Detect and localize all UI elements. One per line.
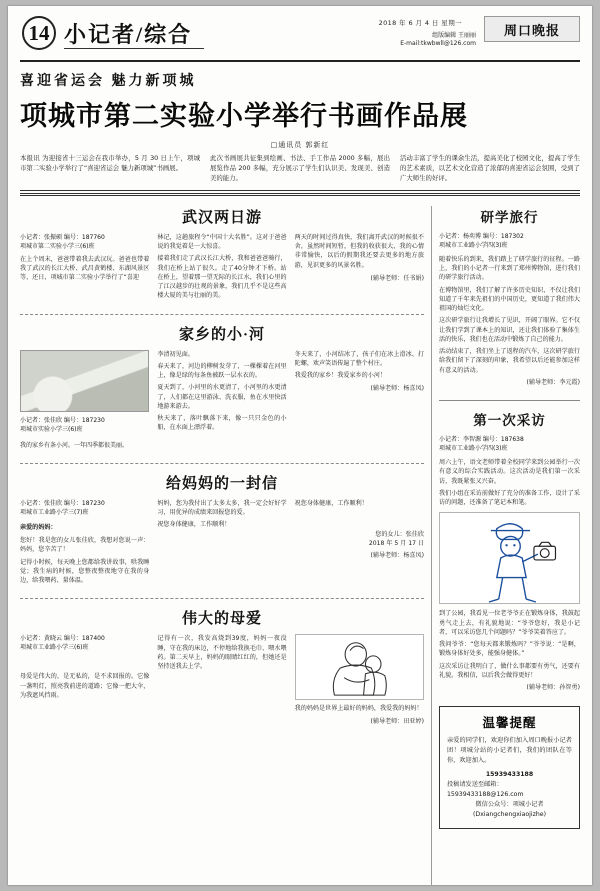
article-credit: (辅导老师：杨喜凤) bbox=[370, 552, 424, 560]
lead-body bbox=[20, 154, 580, 184]
reporter-school: 项城市第二实验小学三(6)班 bbox=[20, 242, 95, 250]
article-paragraph: 秋天来了，落叶飘落下来，像一只只金色的小船，在水面上漂浮着。 bbox=[157, 415, 287, 432]
article-paragraph: 李清初见面。 bbox=[157, 350, 194, 358]
rule bbox=[20, 463, 424, 464]
article-paragraph: 我爱我的家乡！我爱家乡的小河！ bbox=[294, 372, 387, 380]
tip-box-phone: 15939433188 bbox=[485, 771, 534, 779]
article-paragraph: 妈妈，您为我付出了太多太多，我一定会好好学习，用优异的成绩来回报您的爱。 bbox=[157, 499, 287, 517]
reporter-meta bbox=[20, 499, 149, 517]
article-paragraph: 我问爷爷：“您每天都来锻炼吗？”爷爷说：“是啊，锻炼身体好处多，能强身健体。” bbox=[439, 641, 580, 658]
article-title: 家乡的小·河 bbox=[178, 326, 265, 343]
article-paragraph: 您好！我是您的女儿张佳欣，我想对您说一声：妈妈，您辛苦了！ bbox=[20, 537, 150, 554]
lead-kicker: 喜迎省运会 魅力新项城 bbox=[20, 74, 197, 89]
rule bbox=[20, 193, 580, 196]
article-paragraph: 周六上午，语文老师带着全校同学来到公园举行一次有意义的综合实践活动。这次活动是我们第一次采访，我既紧张又兴奋。 bbox=[439, 459, 580, 485]
article-paragraph: 春天来了，河边的柳树发芽了，一棵棵着在河里上，像是绿的每条鱼被跃一层水衣的。 bbox=[157, 362, 287, 380]
newspaper-logo bbox=[484, 16, 580, 42]
article-paragraph: 这次采访让我明白了，做什么事都要有勇气，还要有礼貌。我相信，以后我会做得更好！ bbox=[439, 662, 580, 679]
email-credit: E-mail:tkwbwll@126.com bbox=[400, 40, 476, 47]
tip-box-line: 微信公众号：项城小记者 bbox=[475, 800, 544, 808]
article-wuhan bbox=[20, 206, 424, 307]
article-title: 给妈妈的一封信 bbox=[165, 475, 278, 492]
lead-headline: 项城市第二实验小学举行书画作品展 bbox=[20, 101, 468, 131]
letter-signoff-date: 2018 年 5 月 17 日 bbox=[368, 540, 424, 548]
article-paragraph: 两天的时间过得真快，我们离开武汉的时候很不舍，虽然时间短暂，但我的收获很大，我的心情非常愉快，以后的假期我还要去更多的地方旅游，见识更多的风景名胜。 bbox=[294, 233, 424, 269]
article-paragraph: 林记，这趟旅程令“中国十大名胜”。这对于爸爸说的我觉着是一大惊喜。 bbox=[157, 233, 287, 251]
article-paragraph: 随着快乐的到来，我们踏上了研学旅行的征程。一路上，我们的小记者一行来到了郑州博物馆，进行我们的研学旅行活动。 bbox=[439, 255, 580, 282]
lead-paragraph: 本报讯 为迎接省十三运会在我市举办，5 月 30 日上午，项城市第二实验小学举行了“喜迎省运会 魅力新项城”书画展。 bbox=[20, 154, 200, 172]
page-number: 14 bbox=[22, 16, 56, 50]
article-title: 研学旅行 bbox=[480, 209, 539, 225]
reporter-meta bbox=[20, 634, 149, 652]
article-paragraph: 祝您身体健康，工作顺利！ bbox=[157, 521, 231, 529]
reporter-meta bbox=[439, 232, 580, 250]
reporter-meta bbox=[20, 233, 149, 251]
masthead bbox=[20, 14, 580, 62]
section-title: 小记者/综合 bbox=[64, 22, 193, 47]
section-rule bbox=[64, 48, 204, 49]
reporter-id: 小记者：杨奕博 编号：187302 bbox=[439, 232, 524, 240]
article-paragraph: 母爱是伟大的，是无私的，是不求回报的。它像一盏明灯，照亮我前进的道路；它像一把大伞，为我遮风挡雨。 bbox=[20, 673, 150, 699]
article-credit: (辅导老师：李元霞) bbox=[526, 378, 580, 386]
letter-signoff-name: 您的女儿：张佳欣 bbox=[375, 531, 424, 539]
reporter-school: 项城市实验小学三(6)班 bbox=[20, 425, 83, 433]
article-paragraph: 在上个周末，爸爸带着我去武汉玩。爸爸也带着我了武汉的长江大桥、武昌黄鹤楼、东湖风景区等，还日，项城市第二实验小学举行了“喜迎 bbox=[20, 255, 150, 282]
article-xiaohe bbox=[20, 323, 424, 456]
article-credit: (辅导老师：任书娟) bbox=[370, 274, 424, 282]
young-reporter-illustration bbox=[439, 512, 580, 604]
rule bbox=[20, 190, 580, 191]
article-paragraph: 这次研学旅行让我增长了见识，开阔了眼界。它不仅让我们学到了课本上的知识，还让我们体验了集体生活的快乐，我们也在活动中锻炼了自己的能力。 bbox=[439, 317, 580, 343]
photo-caption: 我的家乡有条小河。一年四季都很美丽。 bbox=[20, 441, 129, 449]
letter-salutation: 亲爱的妈妈： bbox=[20, 523, 57, 531]
reporter-meta bbox=[439, 435, 580, 453]
article-title: 第一次采访 bbox=[473, 413, 546, 429]
article-caifang bbox=[439, 409, 580, 698]
article-paragraph: 夏天到了，小河里的水更清了，小河里的水更清了，人们都在这里游泳、洗衣服，鱼在水里快活地游来游去。 bbox=[157, 384, 287, 410]
article-paragraph: 冬天来了，小河结冰了，孩子们在冰上滑冰、打陀螺，欢声笑语传遍了整个村庄。 bbox=[294, 350, 424, 367]
issue-date: 2018 年 6 月 4 日 星期一 bbox=[378, 19, 462, 27]
reporter-id: 小记者：张佳欣 编号：187230 bbox=[20, 499, 105, 507]
article-credit: (辅导老师：孙智勇) bbox=[526, 684, 580, 692]
article-title: 伟大的母爱 bbox=[181, 611, 262, 628]
tip-box bbox=[439, 706, 580, 828]
article-paragraph: 我的妈妈是世界上最好的妈妈，我爱我的妈妈！ bbox=[294, 705, 423, 713]
editor-credit: 组版编辑 王丽丽 bbox=[432, 32, 476, 39]
rule bbox=[20, 314, 424, 315]
reporter-id: 小记者：张振硕 编号：187760 bbox=[20, 233, 105, 241]
river-landscape-photo bbox=[20, 350, 149, 412]
article-muai bbox=[20, 607, 424, 732]
tip-box-paragraph: 亲爱的同学们，欢迎你们加入周口晚报小记者团！项城分站的小记者们，我们的团队在等你，欢迎加入。 bbox=[447, 737, 572, 765]
article-paragraph: 在博物馆里，我们了解了许多历史知识，不仅让我们知道了千年来先祖们的中国历史，更知道了我们伟大祖国的灿烂文化。 bbox=[439, 286, 580, 313]
page-body bbox=[20, 206, 580, 885]
article-paragraph: 活动结束了，我们坐上了返程的汽车，这次研学旅行给我们留下了深刻的印象，我希望以后还能参加这样有意义的活动。 bbox=[439, 348, 580, 374]
lead-paragraph: 此次书画展共征集到绘画、书法、手工作品 2000 多幅，展出展览作品 200 多幅，充分展示了学生们认识美、发现美、创造美的能力。 bbox=[210, 154, 390, 182]
article-paragraph: 到了公园，我看见一位老爷爷正在锻炼身体，我鼓起勇气走上去，有礼貌地说：“爷爷您好，我是小记者，可以采访您几个问题吗？”爷爷笑着答应了。 bbox=[439, 610, 580, 636]
article-yanxue bbox=[439, 206, 580, 393]
reporter-meta bbox=[20, 416, 149, 434]
rule bbox=[20, 598, 424, 599]
reporter-school: 项城市工业路小学三(6)班 bbox=[20, 644, 89, 652]
reporter-school: 项城市工业路小学三(7)班 bbox=[20, 508, 89, 516]
lead-paragraph: 活动丰富了学生的课余生活，提高美化了校园文化，提高了学生的艺术素质，以艺术文化营造了浓郁的喜迎省运会氛围，受到了广大师生的好评。 bbox=[400, 154, 580, 182]
newspaper-logo-text: 周口晚报 bbox=[503, 22, 560, 38]
reporter-id: 小记者：李智源 编号：187638 bbox=[439, 436, 524, 444]
lead-byline: □通讯员 郭新红 bbox=[270, 141, 330, 149]
tip-box-line: (Dxiangchengxiaojizhe) bbox=[473, 810, 546, 818]
reporter-school: 项城市工业路小学四(3)班 bbox=[439, 241, 508, 249]
lead-story bbox=[20, 62, 580, 200]
article-paragraph: 我们小组在采访前做好了充分的准备工作，设计了采访的问题，还准备了笔记本和笔。 bbox=[439, 489, 580, 507]
reporter-id: 小记者：黄晓云 编号：187400 bbox=[20, 635, 105, 643]
article-paragraph: 接着我们走了武汉长江大桥，我和爸爸爸骑行，我们在桥上站了很久。走了40分钟才下桥。站在桥上，望着那一望无际的长江水，我们心里的了江汉越步的壮观的景象，我们几乎不是这些高楼大厦的美与壮丽的美。 bbox=[157, 255, 287, 300]
article-credit: (辅导老师：杨喜凤) bbox=[370, 385, 424, 393]
article-paragraph: 记得有一次，我发高烧到39度，妈妈一夜没睡，守在我的床边，不停地给我换毛巾、喂水喂药。第二天早上，妈妈的眼睛红红的，但她还是坚持送我去上学。 bbox=[157, 635, 287, 671]
article-paragraph: 祝您身体健康，工作顺利！ bbox=[294, 499, 368, 507]
right-column bbox=[439, 206, 580, 885]
left-column bbox=[20, 206, 424, 885]
mother-hugging-child-illustration bbox=[295, 634, 424, 700]
column-divider bbox=[431, 206, 432, 885]
article-credit: (辅导老师：田亚婷) bbox=[370, 717, 424, 725]
article-title: 武汉两日游 bbox=[181, 209, 262, 226]
tip-box-line: 投稿请发送至邮箱：15939433188@126.com bbox=[447, 780, 524, 798]
tip-box-title: 温馨提醒 bbox=[482, 716, 537, 731]
rule bbox=[439, 400, 580, 401]
article-letter bbox=[20, 472, 424, 592]
reporter-id: 小记者：张佳欣 编号：187230 bbox=[20, 416, 105, 424]
article-paragraph: 记得小时候，每天晚上您都给我讲故事，哄我睡觉；我生病的时候，您整夜整夜地守在我的身边，给我喂药、量体温。 bbox=[20, 558, 150, 585]
reporter-school: 项城市工业路小学四(3)班 bbox=[439, 445, 508, 453]
newspaper-page bbox=[8, 6, 592, 885]
